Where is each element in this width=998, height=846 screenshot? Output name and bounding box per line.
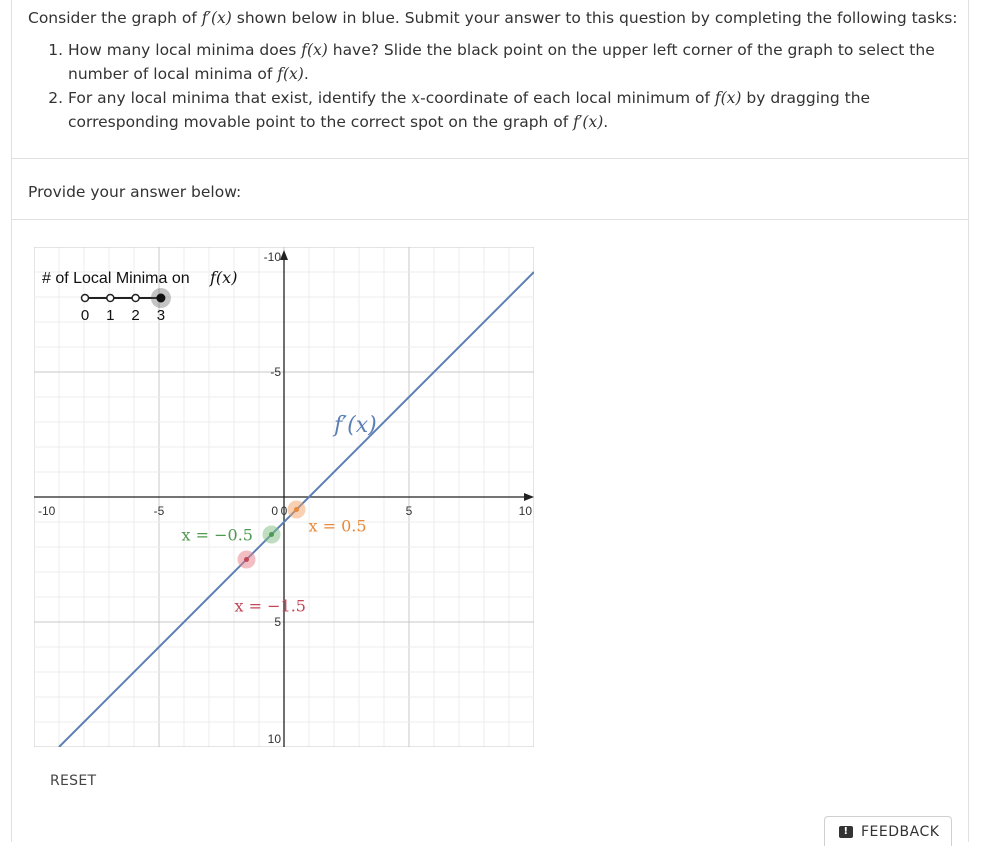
intro-text: Consider the graph of bbox=[28, 9, 202, 27]
slider-tick-dot[interactable] bbox=[132, 295, 139, 302]
movable-point-label: x = −1.5 bbox=[234, 596, 306, 616]
task-2 bbox=[68, 86, 948, 134]
x-tick-label: 10 bbox=[518, 504, 532, 518]
slider-handle[interactable] bbox=[156, 294, 165, 303]
curve-label: f′(x) bbox=[334, 413, 377, 438]
task-list bbox=[28, 38, 948, 134]
prompt-text: Provide your answer below: bbox=[28, 183, 242, 201]
x-tick-label: 0 bbox=[280, 504, 288, 518]
movable-point[interactable] bbox=[294, 507, 299, 512]
slider-tick-label: 3 bbox=[156, 307, 166, 324]
task-math: x bbox=[411, 89, 421, 107]
task-text: have? Slide the black point on the upper left corner of the graph to select the number of local minima of bbox=[68, 41, 935, 83]
x-tick-label: -5 bbox=[153, 504, 165, 518]
y-tick-label: 5 bbox=[274, 615, 281, 629]
task-math: f(x) bbox=[714, 89, 742, 107]
y-tick-label: -5 bbox=[270, 365, 281, 379]
x-tick-label: -10 bbox=[38, 504, 56, 518]
feedback-label: FEEDBACK bbox=[861, 823, 940, 840]
x-tick-label: 5 bbox=[405, 504, 413, 518]
feedback-icon: ! bbox=[839, 826, 853, 838]
movable-point-label: x = −0.5 bbox=[181, 525, 253, 545]
question-intro bbox=[28, 9, 958, 27]
reset-button[interactable]: RESET bbox=[50, 773, 97, 789]
prompt-card bbox=[11, 159, 969, 220]
slider-tick-dot[interactable] bbox=[82, 295, 89, 302]
task-text: by dragging the corresponding movable point to the correct spot on the graph of bbox=[68, 89, 871, 131]
task-text: . bbox=[603, 113, 609, 131]
task-text: For any local minima that exist, identify the bbox=[68, 89, 412, 107]
task-text: . bbox=[303, 65, 309, 83]
intro-text-end: shown below in blue. Submit your answer to this question by completing the following tasks: bbox=[231, 9, 958, 27]
slider-title-math: f(x) bbox=[210, 268, 238, 287]
slider-tick-label: 0 bbox=[80, 307, 90, 324]
task-text: -coordinate of each local minimum of bbox=[420, 89, 715, 107]
task-math: f(x) bbox=[277, 65, 304, 83]
y-tick-label: 10 bbox=[267, 732, 281, 746]
task-math: f(x) bbox=[301, 41, 328, 59]
slider-title: # of Local Minima on bbox=[42, 270, 190, 287]
slider-tick-label: 1 bbox=[106, 307, 115, 324]
graph-canvas[interactable] bbox=[34, 247, 534, 747]
task-math: f′(x) bbox=[573, 113, 604, 131]
movable-point[interactable] bbox=[269, 532, 274, 537]
movable-point-label: x = 0.5 bbox=[308, 516, 367, 536]
movable-point[interactable] bbox=[244, 557, 249, 562]
task-1 bbox=[68, 38, 948, 86]
answer-card bbox=[11, 220, 969, 842]
origin-label: 0 bbox=[271, 504, 278, 518]
slider-tick-label: 2 bbox=[131, 307, 140, 324]
question-card bbox=[11, 0, 969, 159]
task-text: How many local minima does bbox=[68, 41, 302, 59]
slider-tick-dot[interactable] bbox=[107, 295, 114, 302]
y-tick-label: -10 bbox=[263, 250, 281, 264]
intro-math: f′(x) bbox=[201, 9, 232, 27]
